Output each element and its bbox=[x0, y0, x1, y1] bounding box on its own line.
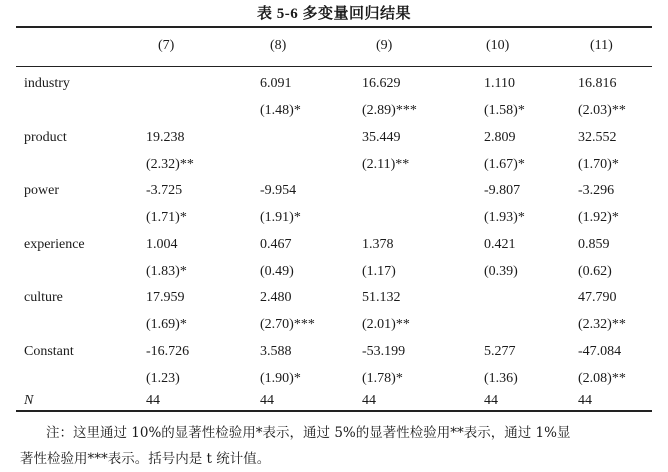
n-cell: 44 bbox=[362, 393, 376, 408]
column-header: (7) bbox=[158, 38, 175, 53]
coefficient-cell: -53.199 bbox=[362, 343, 406, 359]
row-label-culture: culture bbox=[24, 290, 63, 305]
coefficient-cell: -9.954 bbox=[260, 183, 297, 198]
column-header: (8) bbox=[270, 38, 287, 53]
coefficient-cell: 0.859 bbox=[578, 236, 610, 252]
tstat-cell: (1.93)* bbox=[484, 210, 525, 225]
n-cell: 44 bbox=[146, 393, 160, 408]
tstat-cell: (1.91)* bbox=[260, 210, 301, 225]
tstat-cell: (1.23) bbox=[146, 370, 180, 386]
tstat-cell: (2.32)** bbox=[146, 156, 194, 172]
tstat-cell: (0.62) bbox=[578, 263, 612, 279]
tstat-cell: (2.03)** bbox=[578, 103, 626, 118]
tstat-cell: (2.01)** bbox=[362, 317, 410, 332]
tstat-cell: (1.83)* bbox=[146, 263, 187, 279]
row-label-power: power bbox=[24, 183, 59, 198]
tstat-cell: (2.11)** bbox=[362, 156, 410, 172]
tstat-cell: (1.92)* bbox=[578, 210, 619, 225]
coefficient-cell: 0.467 bbox=[260, 236, 292, 252]
bottom-rule bbox=[16, 410, 652, 412]
column-header: (10) bbox=[486, 38, 510, 53]
tstat-cell: (0.39) bbox=[484, 263, 518, 279]
coefficient-cell: 1.004 bbox=[146, 236, 178, 252]
coefficient-cell: -9.807 bbox=[484, 183, 521, 198]
coefficient-cell: 16.629 bbox=[362, 76, 401, 91]
tstat-cell: (1.70)* bbox=[578, 156, 619, 172]
coefficient-cell: 2.809 bbox=[484, 129, 516, 145]
coefficient-cell: 51.132 bbox=[362, 290, 401, 305]
coefficient-cell: 1.378 bbox=[362, 236, 394, 252]
coefficient-cell: 6.091 bbox=[260, 76, 292, 91]
tstat-cell: (2.08)** bbox=[578, 370, 626, 386]
coefficient-cell: -3.296 bbox=[578, 183, 615, 198]
tstat-cell: (1.48)* bbox=[260, 103, 301, 118]
n-cell: 44 bbox=[484, 393, 498, 408]
tstat-cell: (2.32)** bbox=[578, 317, 626, 332]
tstat-cell: (1.69)* bbox=[146, 317, 187, 332]
tstat-cell: (1.36) bbox=[484, 370, 518, 386]
table-title: 表 5-6 多变量回归结果 bbox=[257, 6, 411, 22]
tstat-cell: (0.49) bbox=[260, 263, 294, 279]
row-label-constant: Constant bbox=[24, 343, 74, 359]
tstat-cell: (2.70)*** bbox=[260, 317, 315, 332]
coefficient-cell: 16.816 bbox=[578, 76, 617, 91]
coefficient-cell: 5.277 bbox=[484, 343, 516, 359]
coefficient-cell: 47.790 bbox=[578, 290, 617, 305]
column-header: (11) bbox=[590, 38, 613, 53]
table-note-line-1: 注：这里通过 10%的显著性检验用*表示，通过 5%的显著性检验用**表示，通过 1%显 bbox=[46, 425, 571, 441]
coefficient-cell: 2.480 bbox=[260, 290, 292, 305]
tstat-cell: (1.71)* bbox=[146, 210, 187, 225]
n-cell: 44 bbox=[578, 393, 592, 408]
coefficient-cell: -3.725 bbox=[146, 183, 183, 198]
column-header: (9) bbox=[376, 38, 393, 53]
n-cell: 44 bbox=[260, 393, 274, 408]
row-label-experience: experience bbox=[24, 236, 85, 252]
header-rule bbox=[16, 66, 652, 67]
tstat-cell: (1.67)* bbox=[484, 156, 525, 172]
tstat-cell: (2.89)*** bbox=[362, 103, 417, 118]
coefficient-cell: 19.238 bbox=[146, 129, 185, 145]
coefficient-cell: 17.959 bbox=[146, 290, 185, 305]
tstat-cell: (1.78)* bbox=[362, 370, 403, 386]
coefficient-cell: 0.421 bbox=[484, 236, 516, 252]
coefficient-cell: -16.726 bbox=[146, 343, 190, 359]
coefficient-cell: -47.084 bbox=[578, 343, 622, 359]
coefficient-cell: 35.449 bbox=[362, 129, 401, 145]
coefficient-cell: 3.588 bbox=[260, 343, 292, 359]
row-label-n: N bbox=[24, 393, 34, 408]
row-label-product: product bbox=[24, 129, 67, 145]
tstat-cell: (1.90)* bbox=[260, 370, 301, 386]
tstat-cell: (1.17) bbox=[362, 263, 396, 279]
table-note-line-2: 著性检验用***表示。括号内是 t 统计值。 bbox=[20, 451, 271, 467]
coefficient-cell: 32.552 bbox=[578, 129, 617, 145]
tstat-cell: (1.58)* bbox=[484, 103, 525, 118]
coefficient-cell: 1.110 bbox=[484, 76, 515, 91]
row-label-industry: industry bbox=[24, 76, 70, 91]
top-rule bbox=[16, 26, 652, 28]
